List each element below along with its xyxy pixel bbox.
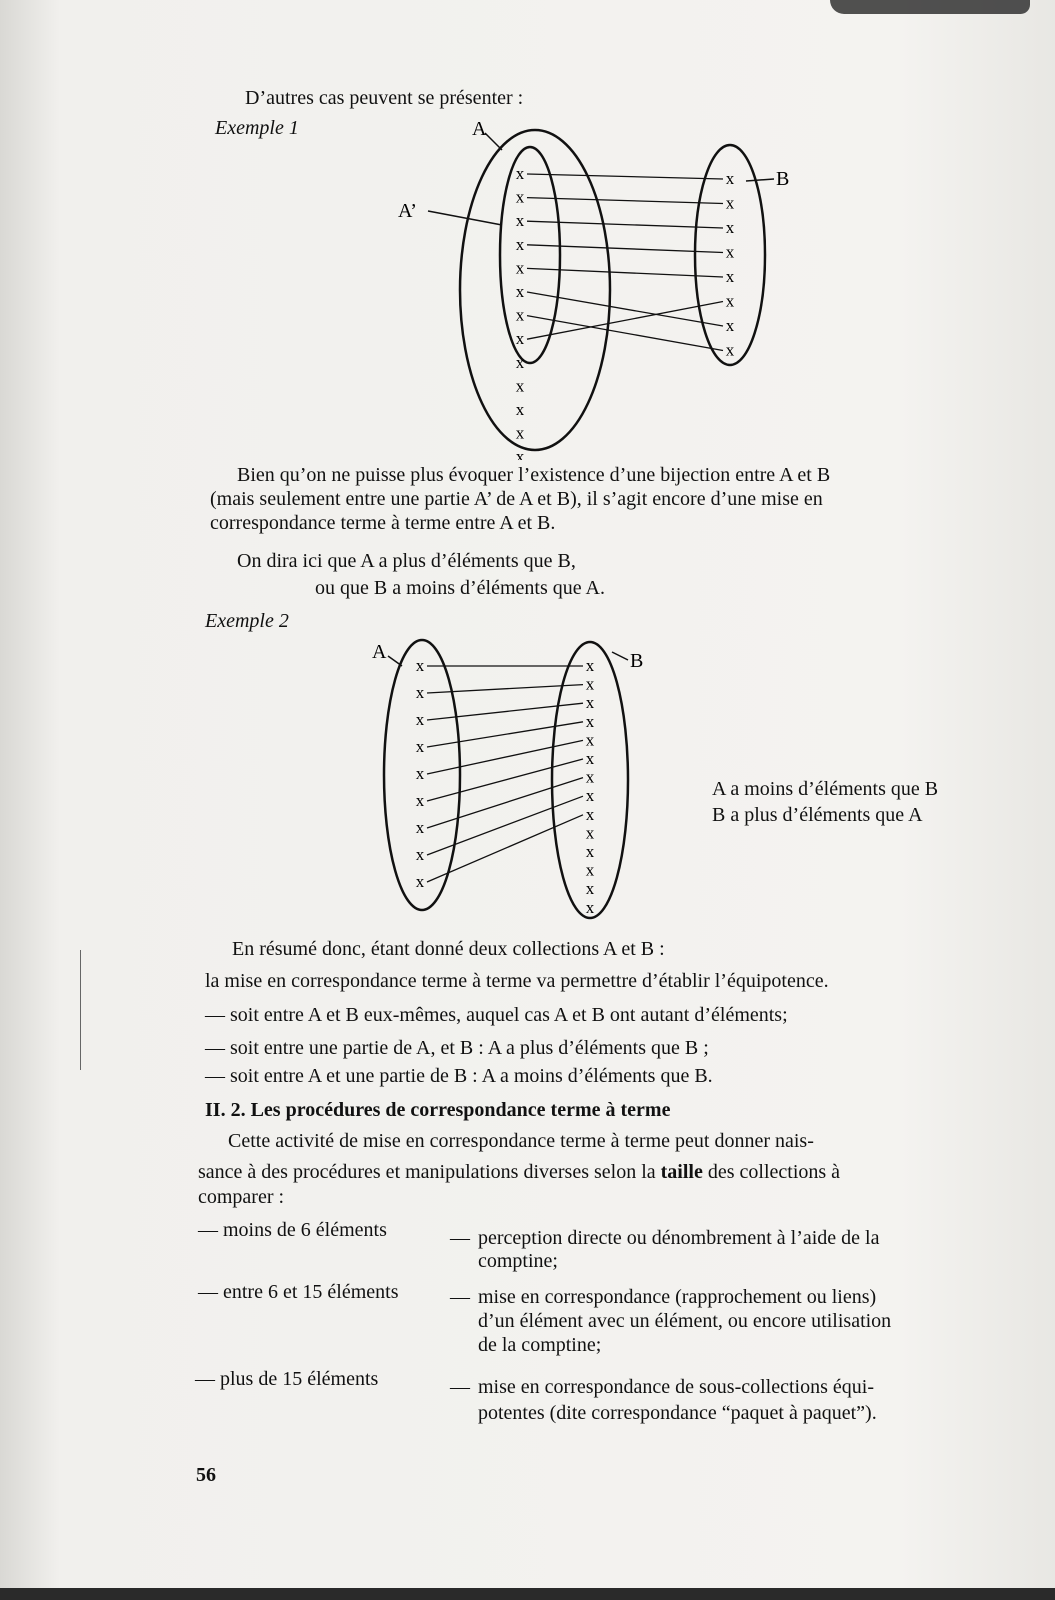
- correspondence-line: [427, 796, 583, 855]
- a-element: x: [515, 258, 525, 278]
- summary-intro: En résumé donc, étant donné deux collections A et B :: [232, 938, 665, 960]
- b-element: x: [725, 316, 735, 335]
- a-element: x: [515, 187, 525, 207]
- section-intro-tail: des collections à: [707, 1161, 841, 1183]
- section-intro-3: comparer :: [198, 1186, 285, 1208]
- correspondence-line: [527, 245, 723, 253]
- para1-line-1: Bien qu’on ne puisse plus évoquer l’existence d’une bijection entre A et B: [237, 464, 831, 486]
- row-2-desc-2: d’un élément avec un élément, ou encore utilisation: [478, 1310, 892, 1332]
- a-element: x: [515, 423, 525, 443]
- summary-item-1: — soit entre A et B eux-mêmes, auquel cas A et B ont autant d’éléments;: [205, 1004, 788, 1026]
- b-element: x: [585, 804, 595, 824]
- label-a: A: [372, 641, 387, 663]
- b-element: x: [585, 656, 595, 675]
- label-a-pointer: [388, 656, 402, 666]
- b-element: x: [585, 749, 595, 768]
- set-a-outer: [460, 130, 610, 450]
- correspondence-line: [527, 268, 723, 277]
- correspondence-line: [427, 703, 583, 720]
- b-element: x: [585, 693, 595, 713]
- a-element: x: [515, 352, 525, 372]
- correspondence-line: [427, 778, 583, 828]
- gutter-line: [80, 950, 81, 1070]
- b-element: x: [585, 767, 595, 787]
- correspondence-line: [427, 722, 583, 747]
- para1-line-3: correspondance terme à terme entre A et B.: [210, 512, 556, 534]
- example2-diagram: [360, 630, 660, 930]
- b-element: x: [725, 242, 735, 262]
- label-a-pointer: [485, 133, 502, 150]
- example2-svg: [360, 630, 660, 930]
- section-heading: II. 2. Les procédures de correspondance terme à terme: [205, 1099, 671, 1121]
- set-a-prime: [500, 147, 560, 363]
- label-b: B: [776, 168, 790, 190]
- b-element: x: [725, 169, 735, 188]
- b-element: x: [725, 267, 735, 286]
- row-1-dash: —: [450, 1227, 470, 1249]
- para2-line-1: On dira ici que A a plus d’éléments que B,: [237, 550, 576, 572]
- b-element: x: [585, 730, 595, 750]
- a-element: x: [415, 710, 425, 729]
- example1-title: Exemple 1: [215, 117, 299, 139]
- a-element: x: [415, 764, 425, 783]
- b-element: x: [585, 711, 595, 731]
- summary-line: la mise en correspondance terme à terme va permettre d’établir l’équipotence.: [205, 970, 829, 992]
- a-element: x: [415, 818, 425, 837]
- section-intro-2-text: sance à des procédures et manipulations diverses selon la: [198, 1161, 656, 1183]
- correspondence-line: [427, 740, 583, 774]
- row-1-desc-1: perception directe ou dénombrement à l’aide de la: [478, 1227, 880, 1249]
- row-2-size: — entre 6 et 15 éléments: [198, 1281, 399, 1303]
- intro-text: D’autres cas peuvent se présenter :: [245, 87, 524, 109]
- label-b-pointer: [746, 179, 774, 181]
- correspondence-line: [527, 221, 723, 228]
- row-3-dash: —: [450, 1376, 470, 1398]
- correspondence-line: [427, 815, 583, 882]
- section-intro-bold: taille: [660, 1161, 703, 1183]
- label-a: A: [472, 118, 487, 140]
- para1-line-2: (mais seulement entre une partie A’ de A et B), il s’agit encore d’une mise en: [210, 488, 823, 510]
- a-element: x: [515, 305, 525, 325]
- a-element: x: [515, 447, 525, 460]
- row-1-desc-2: comptine;: [478, 1250, 558, 1272]
- section-intro-2: [198, 1160, 840, 1184]
- a-element: x: [415, 737, 425, 756]
- a-element: x: [515, 400, 525, 419]
- row-3-size: — plus de 15 éléments: [195, 1368, 379, 1390]
- summary-item-3: — soit entre A et une partie de B : A a moins d’éléments que B.: [205, 1065, 713, 1087]
- example1-svg: [390, 115, 810, 460]
- example2-note-1: A a moins d’éléments que B: [712, 778, 939, 800]
- row-2-dash: —: [450, 1286, 470, 1308]
- example2-title: Exemple 2: [205, 610, 289, 632]
- row-1-size: — moins de 6 éléments: [198, 1219, 387, 1241]
- example1-diagram: [390, 115, 810, 460]
- b-element: x: [585, 786, 595, 806]
- summary-item-2: — soit entre une partie de A, et B : A a plus d’éléments que B ;: [205, 1037, 709, 1059]
- row-3-desc-1: mise en correspondance de sous-collections équi-: [478, 1376, 874, 1398]
- a-element: x: [515, 164, 525, 183]
- label-b: B: [630, 650, 644, 672]
- a-element: x: [515, 376, 525, 396]
- label-a-prime: A’: [398, 200, 417, 222]
- b-element: x: [725, 218, 735, 237]
- b-element: x: [585, 842, 595, 861]
- section-intro-1: Cette activité de mise en correspondance terme à terme peut donner nais-: [228, 1130, 814, 1152]
- label-b-pointer: [612, 652, 628, 660]
- a-element: x: [515, 282, 525, 301]
- b-element: x: [725, 291, 735, 311]
- a-element: x: [515, 329, 525, 349]
- scan-edge: [0, 1588, 1055, 1600]
- a-element: x: [515, 211, 525, 231]
- a-element: x: [415, 656, 425, 675]
- a-element: x: [415, 683, 425, 702]
- b-element: x: [585, 897, 595, 917]
- page-number: 56: [196, 1464, 216, 1486]
- label-a-prime-pointer: [428, 211, 502, 225]
- a-element: x: [515, 234, 525, 254]
- example2-note-2: B a plus d’éléments que A: [712, 804, 923, 826]
- row-3-desc-2: potentes (dite correspondance “paquet à paquet”).: [478, 1402, 877, 1424]
- row-2-desc-1: mise en correspondance (rapprochement ou liens): [478, 1286, 877, 1308]
- row-2-desc-3: de la comptine;: [478, 1334, 602, 1356]
- para2-line-2: ou que B a moins d’éléments que A.: [315, 577, 605, 599]
- b-element: x: [585, 879, 595, 899]
- b-element: x: [585, 674, 595, 694]
- a-element: x: [415, 791, 425, 810]
- b-element: x: [585, 823, 595, 843]
- correspondence-line: [527, 174, 723, 179]
- b-element: x: [725, 193, 735, 213]
- b-element: x: [585, 860, 595, 880]
- a-element: x: [415, 872, 425, 891]
- b-element: x: [725, 340, 735, 360]
- correspondence-line: [427, 759, 583, 801]
- scan-shadow: [830, 0, 1030, 14]
- a-element: x: [415, 845, 425, 864]
